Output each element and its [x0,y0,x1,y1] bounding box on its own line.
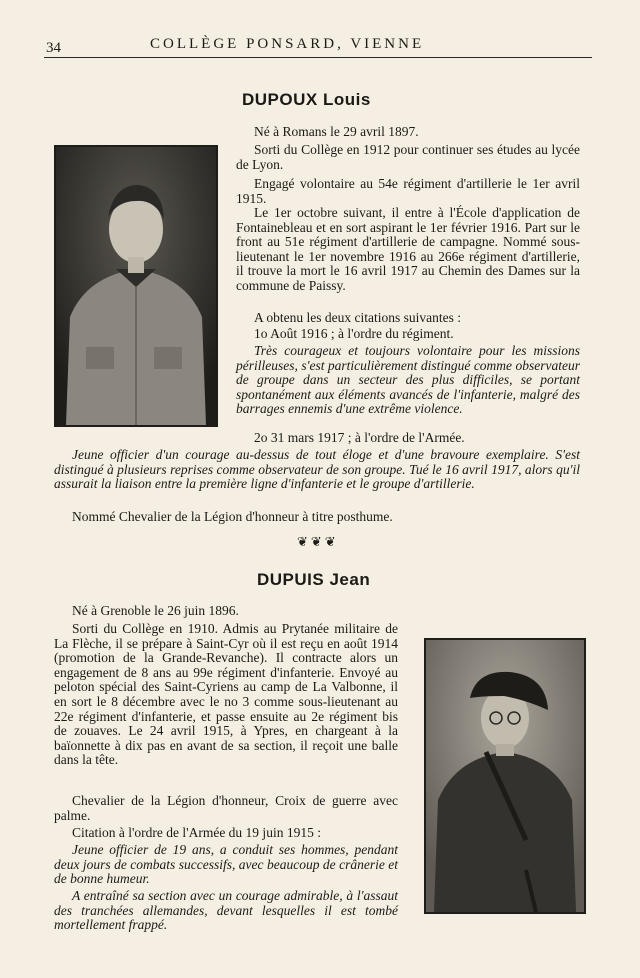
entry-name: DUPOUX Louis [242,90,371,109]
citation-text: Jeune officier de 19 ans, a conduit ses hommes, pendant deux jours de combats successifs, avec beaucoup de crânerie et de bonne humeur. [54,842,398,887]
entry-name: DUPUIS Jean [257,570,371,589]
entry-text: Chevalier de la Légion d'honneur, Croix de guerre avec palme. [54,793,398,823]
citation-text: A entraîné sa section avec un courage admirable, à l'assaut des tranchées allemandes, devant lesquelles il est tombé mortellement frappé. [54,888,398,933]
citation-text: Jeune officier d'un courage au-dessus de tout éloge et d'une bravoure exemplaire. S'est distingué à plusieurs reprises comme observateur de son groupe. Tué le 16 avril 1917, alors qu'il assurait la liaison entre la première ligne d'infanterie et le groupe d'artillerie. [54,447,580,492]
page-number: 34 [46,40,61,56]
portrait-photo [424,638,586,914]
running-title: COLLÈGE PONSARD, VIENNE [150,36,425,52]
citation-text: Très courageux et toujours volontaire pour les missions périlleuses, s'est particulièrement distingué comme observateur de groupe dans un secteur des plus difficiles, se portant spontanément aux éléments avancés de l'infanterie, malgré des barrages ennemis d'une extrême violence. [236,343,580,417]
section-ornament: ❦❦❦ [297,534,339,549]
entry-text: Nommé Chevalier de la Légion d'honneur à titre posthume. [72,509,393,524]
entry-text: Sorti du Collège en 1910. Admis au Prytanée militaire de La Flèche, il se prépare à Saint-Cyr où il est reçu en août 1914 (promotion de la Grande-Revanche). Il contracte alors un engagement de 8 ans au 99e régiment d'infanterie. Envoyé au peloton spécial des Saint-Cyriens au camp de La Valbonne, il en sort le 8 décembre avec le no 3 comme sous-lieutenant au 22e régiment d'infanterie, et passe ensuite au 2e régiment bis de zouaves. Le 24 avril 1915, à Ypres, en chargeant à la baïonnette à dix pas en avant de sa section, il reçoit une balle dans la tête. [54,621,398,768]
entry-text: Citation à l'ordre de l'Armée du 19 juin 1915 : [72,825,321,840]
entry-text: Engagé volontaire au 54e régiment d'artillerie le 1er avril 1915. [236,176,580,206]
entry-text: 1o Août 1916 ; à l'ordre du régiment. [254,326,454,341]
portrait-photo [54,145,218,427]
entry-text: A obtenu les deux citations suivantes : [254,310,461,325]
entry-text: Né à Grenoble le 26 juin 1896. [72,603,239,618]
entry-text: 2o 31 mars 1917 ; à l'ordre de l'Armée. [254,430,465,445]
header-rule [44,57,592,58]
entry-text: Né à Romans le 29 avril 1897. [254,124,419,139]
entry-text: Sorti du Collège en 1912 pour continuer ses études au lycée de Lyon. [236,142,580,172]
entry-text: Le 1er octobre suivant, il entre à l'École d'application de Fontainebleau et en sort aspirant le 1er février 1916. Part sur le front au 51e régiment d'artillerie de campagne. Nommé sous-lieutenant le 1er novembre 1916 au 266e régiment d'artillerie, il trouve la mort le 16 avril 1917 au Chemin des Dames sur la commune de Paissy. [236,205,580,293]
